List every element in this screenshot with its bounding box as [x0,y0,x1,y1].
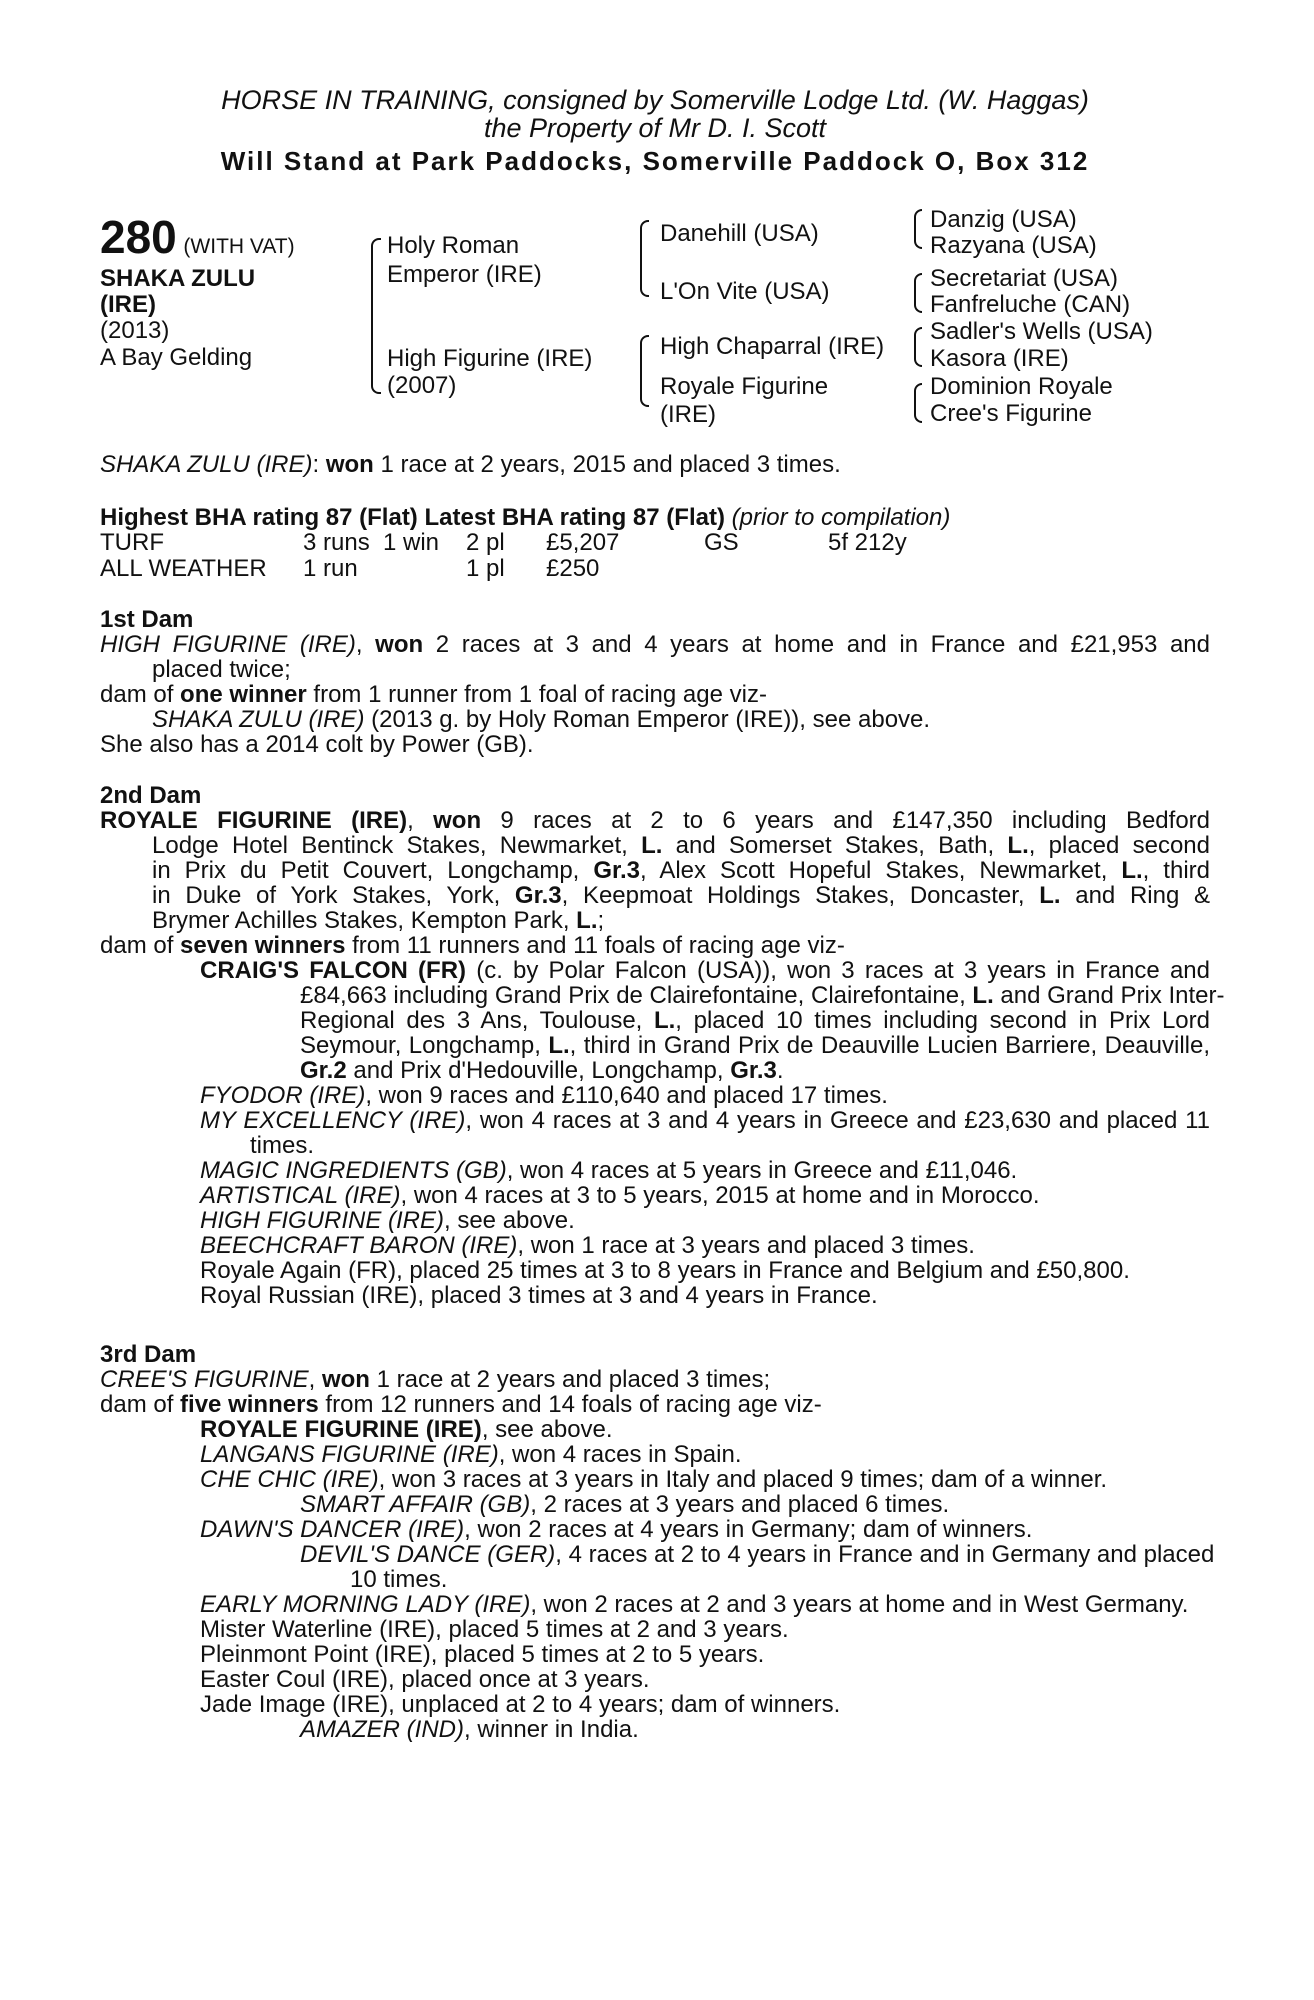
text: Seymour, Longchamp, [300,1032,549,1059]
grade: L. [548,1032,570,1059]
text-line [100,808,1210,833]
text-line [100,1492,1210,1517]
text: dam of [100,681,181,708]
text-line [100,1517,1210,1542]
text-line [100,1392,1210,1417]
text-line [100,883,1210,908]
second-dam-section [100,782,1225,1309]
text-line [100,1008,1210,1033]
record-runs: 1 run [303,555,358,582]
grade: L. [972,982,994,1009]
text: , Keepmoat Holdings Stakes, Doncaster, [561,882,1040,909]
grade: Gr.3 [730,1057,777,1084]
dam-dam: Royale Figurine [660,373,829,400]
text: , won 4 races at 5 years in Greece and £11,046. [506,1157,1018,1184]
text: , see above. [444,1207,575,1234]
text-line [100,1417,1210,1442]
horse-name: SHAKA ZULU [100,265,256,292]
record-surface: ALL WEATHER [100,555,267,582]
g-brace-1 [914,209,922,230]
text-line [100,1158,1210,1183]
text-line [100,1442,1210,1467]
sire-dam: L'On Vite (USA) [660,278,830,305]
foal-name: FYODOR (IRE) [200,1082,366,1109]
section-heading: 2nd Dam [100,782,202,809]
table-row [100,556,907,582]
record-surface: TURF [100,529,164,556]
text: in Duke of York Stakes, York, [152,882,515,909]
record-going [704,556,828,582]
sire-sire-brace [640,220,649,257]
rating-note: (prior to compilation) [731,504,951,531]
g-brace-5 [914,327,922,348]
text: ; [597,907,605,934]
record-prize: £250 [546,555,600,582]
record-wins [383,556,466,582]
ancestor-1: Danzig (USA) [930,206,1077,233]
foal-name: SMART AFFAIR (GB) [300,1491,531,1518]
g-brace-7 [914,383,922,404]
record-placed: 1 pl [466,555,505,582]
text-line [100,1083,1210,1108]
dam-brace [371,334,381,394]
horse-country: (IRE) [100,291,156,318]
table-row [100,530,907,556]
sire-dam-brace [640,255,649,297]
text: and Prix d'Hedouville, Longchamp, [346,1057,731,1084]
text: 9 races at 2 to 6 years and £147,350 including Bedford [481,807,1211,834]
won: won [321,1366,370,1393]
section-heading: 3rd Dam [100,1341,197,1368]
grade: Gr.3 [514,882,562,909]
text: Regional des 3 Ans, Toulouse, [300,1007,654,1034]
text: from 1 runner from 1 foal of racing age viz- [306,681,767,708]
grade: L. [641,832,663,859]
text-line [100,1367,1210,1392]
text: , 4 races at 2 to 4 years in France and in Germany and placed [555,1541,1215,1568]
dam-sire-brace [640,335,649,369]
text: , won 4 races at 3 and 4 years in Greece and £23,630 and placed 11 [465,1107,1210,1134]
grade: L. [1039,882,1061,909]
text-line [100,707,1210,732]
text: (c. by Polar Falcon (USA)), won 3 races at 3 years in France and [466,957,1210,984]
dam-name: ROYALE FIGURINE (IRE) [100,807,408,834]
rating-text: Highest BHA rating 87 (Flat) Latest BHA rating 87 (Flat) [100,504,725,531]
text: Lodge Hotel Bentinck Stakes, Newmarket, [152,832,642,859]
text: , Alex Scott Hopeful Stakes, Newmarket, [640,857,1122,884]
record-prize: £5,207 [546,529,620,556]
foal-name: DAWN'S DANCER (IRE) [200,1516,465,1543]
text: from 11 runners and 11 foals of racing age viz- [345,932,845,959]
text: , see above. [481,1416,613,1443]
winners-count: one winner [180,681,307,708]
summary-horse-name: SHAKA ZULU (IRE) [100,451,313,478]
bha-rating [100,505,950,531]
text: , third in Grand Prix de Deauville Lucien Barriere, Deauville, [569,1032,1210,1059]
text: and Ring & [1060,882,1210,909]
section-heading: 1st Dam [100,606,194,633]
foal-name: EARLY MORNING LADY (IRE) [200,1591,531,1618]
foal-name: LANGANS FIGURINE (IRE) [200,1441,499,1468]
foal-name: HIGH FIGURINE (IRE) [200,1207,444,1234]
grade: L. [653,1007,676,1034]
text-line [100,982,1225,1009]
g-brace-4 [914,292,922,313]
foal-name: ROYALE FIGURINE (IRE) [200,1416,482,1443]
text: , 2 races at 3 years and placed 6 times. [530,1491,950,1518]
text-line: She also has a 2014 colt by Power (GB). [100,731,534,758]
sire-sire: Danehill (USA) [660,220,819,247]
text: , winner in India. [464,1716,639,1743]
text-line [100,958,1210,983]
grade: L. [1007,832,1029,859]
dam: High Figurine (IRE) [387,345,593,372]
text-line [100,908,1210,933]
record-distance [828,556,907,582]
summary-won: won [325,451,374,478]
dam-name: HIGH FIGURINE (IRE) [100,631,356,658]
won: won [433,807,482,834]
third-dam-section [100,1341,1215,1743]
dam-name: CREE'S FIGURINE [100,1366,309,1393]
race-summary [100,452,841,478]
record-placed: 2 pl [466,529,505,556]
lot-number-row [100,211,295,263]
text-line: Easter Coul (IRE), placed once at 3 years. [200,1666,650,1693]
text: , won 4 races at 3 to 5 years, 2015 at home and in Morocco. [400,1182,1040,1209]
text: in Prix du Petit Couvert, Longchamp, [152,857,594,884]
foal-name: BEECHCRAFT BARON (IRE) [200,1232,518,1259]
text-line [100,682,1210,707]
foal-name: CHE CHIC (IRE) [200,1466,379,1493]
property-line: the Property of Mr D. I. Scott [483,113,827,143]
first-dam-section [100,607,1210,757]
text: , won 4 races in Spain. [498,1441,742,1468]
record-going: GS [704,529,739,556]
text: , third [1142,857,1210,884]
text: Brymer Achilles Stakes, Kempton Park, [152,907,577,934]
foal-name: ARTISTICAL (IRE) [200,1182,401,1209]
foal-name: DEVIL'S DANCE (GER) [300,1541,556,1568]
text: dam of [100,1391,181,1418]
grade: L. [576,907,598,934]
lot-number: 280 [100,211,177,263]
text-line: Pleinmont Point (IRE), placed 5 times at 2 to 5 years. [200,1641,765,1668]
text-line: placed twice; [152,656,291,683]
g-brace-3 [914,273,922,294]
text-line: times. [250,1132,315,1159]
text: , placed second [1028,832,1210,859]
text-line [100,632,1210,657]
foal-name: AMAZER (IND) [300,1716,464,1743]
text: and Somerset Stakes, Bath, [662,832,1008,859]
text-line [100,1592,1210,1617]
record-runs: 3 runs [303,529,370,556]
text-line [100,1033,1210,1058]
g-brace-8 [914,402,922,423]
text: dam of [100,932,181,959]
text: . [776,1057,784,1084]
text-line: Royale Again (FR), placed 25 times at 3 to 8 years in France and Belgium and £50,800. [200,1257,1130,1284]
record-wins: 1 win [383,529,440,556]
sire: Holy Roman [387,232,520,259]
summary-text: 1 race at 2 years, 2015 and placed 3 times. [373,451,841,478]
text-line: Mister Waterline (IRE), placed 5 times at 2 and 3 years. [200,1616,789,1643]
text-line [100,1233,1210,1258]
text-line [100,858,1210,883]
horse-year: (2013) [100,317,170,344]
text-line [100,1208,1210,1233]
text-line: 10 times. [350,1566,448,1593]
text: , won 3 races at 3 years in Italy and placed 9 times; dam of a winner. [378,1466,1108,1493]
sire-brace [371,238,381,336]
horse-description: A Bay Gelding [100,344,253,371]
sire-line2: Emperor (IRE) [387,261,542,288]
text-line [100,1058,1210,1083]
text: 2 races at 3 and 4 years at home and in France and £21,953 and [423,631,1210,658]
ancestor-3: Secretariat (USA) [930,265,1119,292]
text: (2013 g. by Holy Roman Emperor (IRE)), see above. [364,706,931,733]
dam-dam-brace [640,367,649,407]
race-record-table [100,530,907,582]
text-line [100,1108,1210,1133]
text-line [100,1467,1210,1492]
stabling-line: Will Stand at Park Paddocks, Somerville Paddock O, Box 312 [220,146,1090,176]
dam-dam-line2: (IRE) [660,401,716,428]
text: , won 9 races and £110,640 and placed 17 times. [365,1082,888,1109]
dam-year: (2007) [387,372,457,399]
ancestor-4: Fanfreluche (CAN) [930,291,1131,318]
sep: , [308,1366,322,1393]
dam-sire: High Chaparral (IRE) [660,333,885,360]
text-line: Jade Image (IRE), unplaced at 2 to 4 years; dam of winners. [200,1691,841,1718]
foal-name: MAGIC INGREDIENTS (GB) [200,1157,507,1184]
text: 1 race at 2 years and placed 3 times; [369,1366,771,1393]
text: from 12 runners and 14 foals of racing age viz- [318,1391,822,1418]
text-line [100,833,1210,858]
summary-sep: : [312,451,326,478]
consignor-line: HORSE IN TRAINING, consigned by Somerville Lodge Ltd. (W. Haggas) [221,85,1089,115]
g-brace-2 [914,228,922,249]
grade: Gr.2 [300,1057,347,1084]
ancestor-5: Sadler's Wells (USA) [930,318,1153,345]
foal-name: SHAKA ZULU (IRE) [152,706,365,733]
text: £84,663 including Grand Prix de Clairefontaine, Clairefontaine, [300,982,973,1009]
text-line [100,1541,1215,1568]
won: won [375,631,424,658]
sep: , [355,631,376,658]
vat-note: (WITH VAT) [183,235,295,258]
text: , won 1 race at 3 years and placed 3 times. [517,1232,975,1259]
ancestor-6: Kasora (IRE) [930,345,1069,372]
grade: Gr.3 [593,857,641,884]
text-line: Royal Russian (IRE), placed 3 times at 3 and 4 years in France. [200,1282,878,1309]
ancestor-8: Cree's Figurine [930,400,1092,427]
text-line [100,1717,1210,1742]
sep: , [407,807,434,834]
g-brace-6 [914,346,922,367]
text: , won 2 races at 2 and 3 years at home and in West Germany. [530,1591,1189,1618]
ancestor-7: Dominion Royale [930,373,1113,400]
winners-count: five winners [180,1391,319,1418]
winners-count: seven winners [180,932,346,959]
text: , placed 10 times including second in Prix Lord [675,1007,1210,1034]
ancestor-2: Razyana (USA) [930,232,1097,259]
text-line [100,1183,1210,1208]
record-distance: 5f 212y [828,529,907,556]
text: , won 2 races at 4 years in Germany; dam of winners. [464,1516,1033,1543]
foal-name: MY EXCELLENCY (IRE) [200,1107,466,1134]
text-line [100,933,1210,958]
foal-name: CRAIG'S FALCON (FR) [200,957,467,984]
text: and Grand Prix Inter- [993,982,1225,1009]
grade: L. [1121,857,1143,884]
